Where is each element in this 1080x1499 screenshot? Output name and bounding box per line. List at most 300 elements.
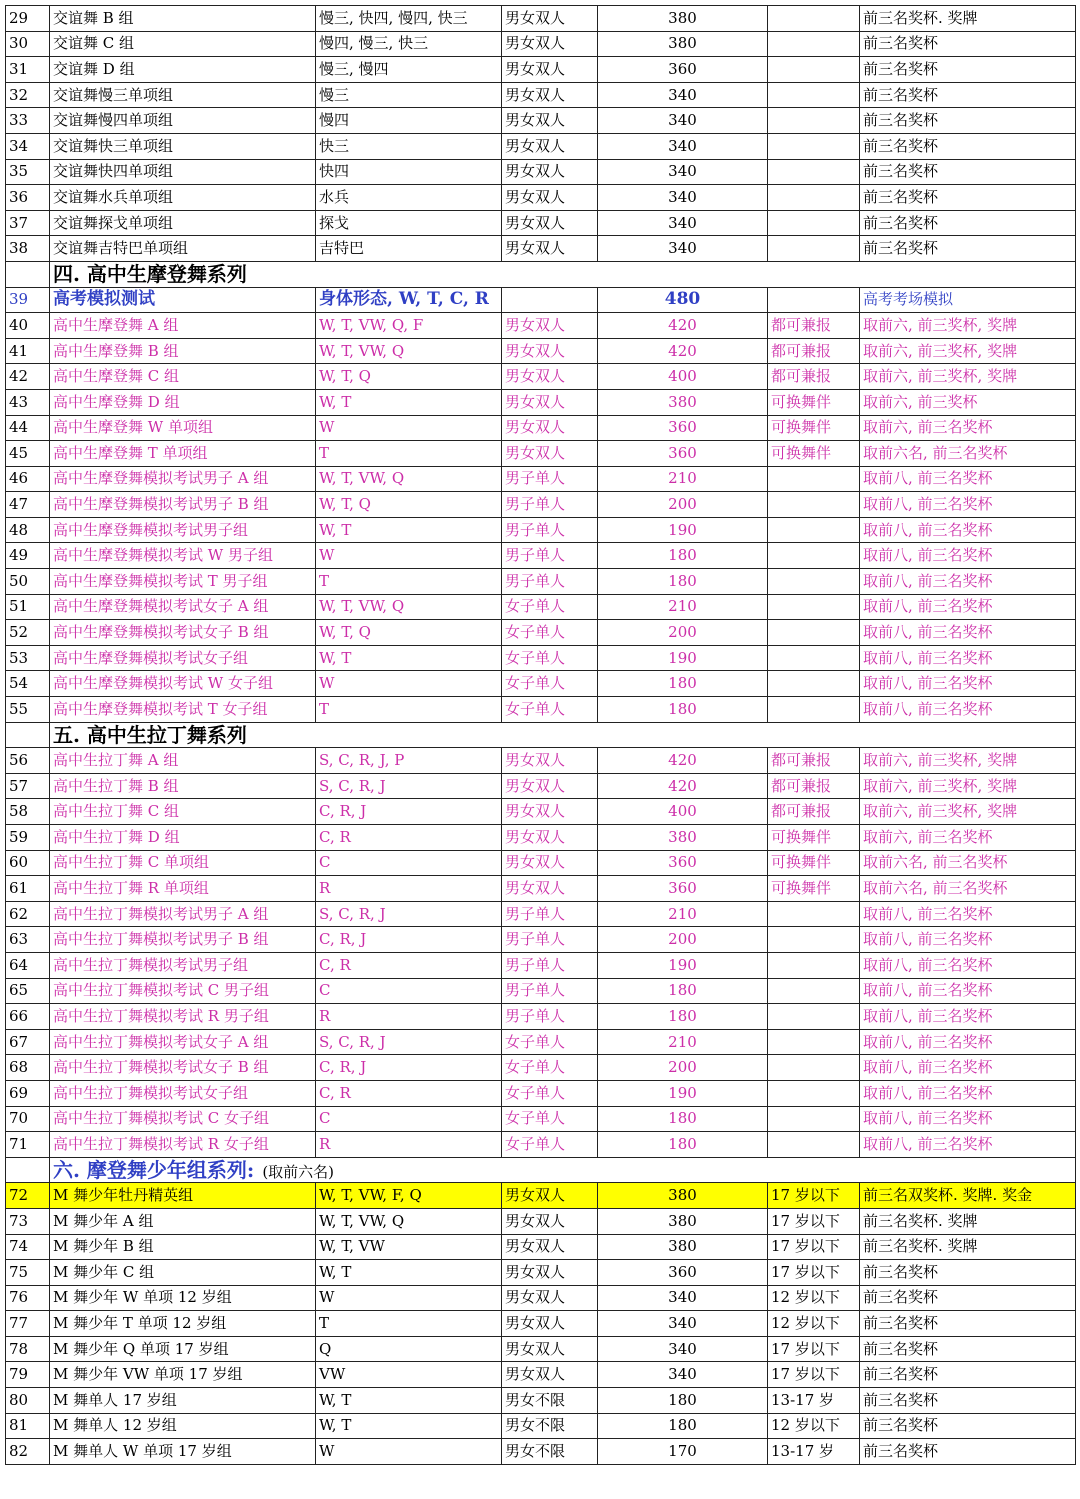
entry-condition [768, 185, 860, 211]
entry-fee: 380 [598, 1234, 768, 1260]
dance-list: T [316, 1311, 502, 1337]
entry-condition: 17 岁以下 [768, 1183, 860, 1209]
entry-condition: 可换舞伴 [768, 389, 860, 415]
dance-list: W, T, VW [316, 1234, 502, 1260]
dance-list: C, R [316, 952, 502, 978]
group-name: M 舞少年 A 组 [50, 1208, 316, 1234]
entry-fee: 380 [598, 1208, 768, 1234]
entry-fee: 180 [598, 1004, 768, 1030]
row-number: 68 [6, 1055, 50, 1081]
entry-fee: 360 [598, 850, 768, 876]
row-number: 43 [6, 389, 50, 415]
award-note: 前三名奖杯 [860, 1362, 1076, 1388]
award-note: 取前六名, 前三名奖杯 [860, 850, 1076, 876]
group-name: M 舞单人 17 岁组 [50, 1388, 316, 1414]
section-title-cell [50, 261, 1076, 287]
entry-condition: 可换舞伴 [768, 415, 860, 441]
table-row [6, 31, 1076, 57]
entry-fee: 340 [598, 1285, 768, 1311]
row-number: 50 [6, 569, 50, 595]
dance-list: W, T, VW, Q, F [316, 313, 502, 339]
award-note: 取前八, 前三名奖杯 [860, 697, 1076, 723]
entry-condition [768, 31, 860, 57]
award-note: 取前八, 前三名奖杯 [860, 645, 1076, 671]
entry-condition [768, 543, 860, 569]
group-name: 高中生拉丁舞模拟考试 R 男子组 [50, 1004, 316, 1030]
dance-list: 慢三, 快四, 慢四, 快三 [316, 6, 502, 32]
dance-list: W, T, Q [316, 364, 502, 390]
entry-fee: 420 [598, 338, 768, 364]
group-name: M 舞少年 W 单项 12 岁组 [50, 1285, 316, 1311]
award-note: 取前八, 前三名奖杯 [860, 1132, 1076, 1158]
entrant-type: 男女双人 [502, 338, 598, 364]
award-note: 前三名奖杯 [860, 57, 1076, 83]
entry-condition: 都可兼报 [768, 313, 860, 339]
row-number: 53 [6, 645, 50, 671]
dance-list: Q [316, 1336, 502, 1362]
section-title-cell [50, 722, 1076, 748]
table-row [6, 492, 1076, 518]
table-row [6, 185, 1076, 211]
award-note: 前三名奖杯 [860, 1388, 1076, 1414]
row-number: 80 [6, 1388, 50, 1414]
section-row [6, 722, 1076, 748]
row-number: 37 [6, 210, 50, 236]
table-row [6, 6, 1076, 32]
group-name: 交谊舞快三单项组 [50, 133, 316, 159]
table-row [6, 543, 1076, 569]
row-number: 59 [6, 825, 50, 851]
dance-list: W [316, 1285, 502, 1311]
entry-condition [768, 1029, 860, 1055]
row-number: 32 [6, 82, 50, 108]
row-number: 82 [6, 1439, 50, 1465]
row-number: 41 [6, 338, 50, 364]
entry-fee: 190 [598, 952, 768, 978]
row-number: 42 [6, 364, 50, 390]
table-row [6, 1260, 1076, 1286]
entry-fee: 360 [598, 415, 768, 441]
dance-list: S, C, R, J [316, 1029, 502, 1055]
entry-fee: 360 [598, 57, 768, 83]
dance-list: W, T, VW, Q [316, 594, 502, 620]
row-number: 52 [6, 620, 50, 646]
dance-list: 水兵 [316, 185, 502, 211]
entrant-type: 男女双人 [502, 773, 598, 799]
group-name: 高中生拉丁舞模拟考试女子组 [50, 1080, 316, 1106]
entry-condition: 17 岁以下 [768, 1208, 860, 1234]
dance-list: W [316, 671, 502, 697]
entry-fee: 480 [598, 287, 768, 313]
entry-condition: 17 岁以下 [768, 1336, 860, 1362]
entrant-type: 男女双人 [502, 1260, 598, 1286]
entry-fee: 200 [598, 492, 768, 518]
table-row [6, 1106, 1076, 1132]
entry-fee: 400 [598, 364, 768, 390]
dance-list: S, C, R, J, P [316, 748, 502, 774]
entry-fee: 180 [598, 1413, 768, 1439]
table-row [6, 313, 1076, 339]
dance-list: 身体形态, W, T, C, R [316, 287, 502, 313]
entrant-type: 男女双人 [502, 57, 598, 83]
dance-list: T [316, 441, 502, 467]
dance-list: W, T [316, 645, 502, 671]
entrant-type: 男女双人 [502, 1234, 598, 1260]
group-name: 交谊舞吉特巴单项组 [50, 236, 316, 262]
group-name: 高中生摩登舞 A 组 [50, 313, 316, 339]
row-number: 61 [6, 876, 50, 902]
entry-fee: 210 [598, 901, 768, 927]
award-note: 前三名奖杯. 奖牌 [860, 6, 1076, 32]
section-spacer [6, 1157, 50, 1183]
entry-condition: 都可兼报 [768, 799, 860, 825]
entry-condition [768, 492, 860, 518]
row-number: 60 [6, 850, 50, 876]
entry-fee: 210 [598, 466, 768, 492]
entry-fee: 180 [598, 1106, 768, 1132]
award-note: 取前六, 前三奖杯 [860, 389, 1076, 415]
row-number: 70 [6, 1106, 50, 1132]
award-note: 取前八, 前三名奖杯 [860, 569, 1076, 595]
row-number: 45 [6, 441, 50, 467]
entrant-type: 男女双人 [502, 364, 598, 390]
group-name: 高中生摩登舞模拟考试男子 B 组 [50, 492, 316, 518]
row-number: 30 [6, 31, 50, 57]
row-number: 35 [6, 159, 50, 185]
entry-fee: 340 [598, 1362, 768, 1388]
entrant-type: 男女双人 [502, 133, 598, 159]
award-note: 取前八, 前三名奖杯 [860, 620, 1076, 646]
group-name: 高中生摩登舞模拟考试女子组 [50, 645, 316, 671]
dance-list: 慢三 [316, 82, 502, 108]
row-number: 34 [6, 133, 50, 159]
entry-fee: 190 [598, 645, 768, 671]
table-row [6, 569, 1076, 595]
dance-list: T [316, 697, 502, 723]
section-spacer [6, 722, 50, 748]
entry-condition [768, 978, 860, 1004]
group-name: 高中生摩登舞模拟考试 W 女子组 [50, 671, 316, 697]
group-name: M 舞单人 12 岁组 [50, 1413, 316, 1439]
entrant-type: 男女双人 [502, 31, 598, 57]
table-row [6, 1183, 1076, 1209]
entrant-type: 男女双人 [502, 82, 598, 108]
row-number: 69 [6, 1080, 50, 1106]
entry-fee: 360 [598, 1260, 768, 1286]
entrant-type: 男子单人 [502, 952, 598, 978]
dance-list: W, T [316, 1260, 502, 1286]
award-note: 前三名奖杯 [860, 133, 1076, 159]
entry-condition [768, 57, 860, 83]
table-row [6, 1413, 1076, 1439]
entry-condition: 17 岁以下 [768, 1362, 860, 1388]
entry-condition [768, 927, 860, 953]
entrant-type: 男子单人 [502, 978, 598, 1004]
group-name: 高中生摩登舞 B 组 [50, 338, 316, 364]
award-note: 前三名奖杯 [860, 108, 1076, 134]
dance-list: 吉特巴 [316, 236, 502, 262]
group-name: M 舞少年 C 组 [50, 1260, 316, 1286]
entry-fee: 340 [598, 1336, 768, 1362]
entry-condition [768, 108, 860, 134]
award-note: 前三名奖杯 [860, 1311, 1076, 1337]
award-note: 前三名奖杯 [860, 1260, 1076, 1286]
section-title: 四. 高中生摩登舞系列 [53, 262, 247, 287]
award-note: 前三名奖杯 [860, 1336, 1076, 1362]
entry-fee: 420 [598, 773, 768, 799]
entrant-type: 女子单人 [502, 1055, 598, 1081]
entry-condition [768, 159, 860, 185]
entry-condition: 可换舞伴 [768, 876, 860, 902]
dance-list: C [316, 1106, 502, 1132]
entry-fee: 180 [598, 543, 768, 569]
group-name: 高中生拉丁舞模拟考试男子组 [50, 952, 316, 978]
entry-fee: 200 [598, 620, 768, 646]
award-note: 取前八, 前三名奖杯 [860, 594, 1076, 620]
entrant-type: 女子单人 [502, 1080, 598, 1106]
entry-condition [768, 1106, 860, 1132]
table-row [6, 927, 1076, 953]
group-name: 交谊舞水兵单项组 [50, 185, 316, 211]
group-name: 交谊舞探戈单项组 [50, 210, 316, 236]
row-number: 54 [6, 671, 50, 697]
entrant-type: 男女不限 [502, 1388, 598, 1414]
table-row [6, 825, 1076, 851]
table-row [6, 645, 1076, 671]
table-row [6, 1234, 1076, 1260]
dance-list: C [316, 850, 502, 876]
table-row [6, 159, 1076, 185]
table-row [6, 210, 1076, 236]
group-name: M 舞少年 B 组 [50, 1234, 316, 1260]
entry-fee: 340 [598, 159, 768, 185]
row-number: 58 [6, 799, 50, 825]
dance-list: T [316, 569, 502, 595]
award-note: 前三名奖杯 [860, 236, 1076, 262]
row-number: 39 [6, 287, 50, 313]
award-note: 取前八, 前三名奖杯 [860, 671, 1076, 697]
entrant-type: 男女双人 [502, 1336, 598, 1362]
row-number: 62 [6, 901, 50, 927]
entry-fee: 380 [598, 1183, 768, 1209]
group-name: M 舞少年 Q 单项 17 岁组 [50, 1336, 316, 1362]
group-name: M 舞少年 T 单项 12 岁组 [50, 1311, 316, 1337]
entry-fee: 180 [598, 1388, 768, 1414]
entry-condition [768, 1055, 860, 1081]
table-row [6, 952, 1076, 978]
table-row [6, 108, 1076, 134]
group-name: 高中生拉丁舞模拟考试 C 男子组 [50, 978, 316, 1004]
group-name: 高中生摩登舞模拟考试 T 男子组 [50, 569, 316, 595]
entry-fee: 360 [598, 441, 768, 467]
entry-condition: 13-17 岁 [768, 1388, 860, 1414]
entry-fee: 200 [598, 1055, 768, 1081]
dance-list: 快四 [316, 159, 502, 185]
table-row [6, 594, 1076, 620]
entrant-type: 女子单人 [502, 671, 598, 697]
group-name: 高中生摩登舞模拟考试 W 男子组 [50, 543, 316, 569]
group-name: 高中生拉丁舞 C 单项组 [50, 850, 316, 876]
group-name: M 舞少年 VW 单项 17 岁组 [50, 1362, 316, 1388]
entry-condition: 都可兼报 [768, 748, 860, 774]
table-row [6, 850, 1076, 876]
award-note: 前三名奖杯 [860, 82, 1076, 108]
entry-condition: 17 岁以下 [768, 1260, 860, 1286]
dance-list: W, T [316, 1413, 502, 1439]
entry-condition: 12 岁以下 [768, 1311, 860, 1337]
row-number: 29 [6, 6, 50, 32]
entry-condition: 12 岁以下 [768, 1285, 860, 1311]
dance-list: 快三 [316, 133, 502, 159]
entrant-type: 男女双人 [502, 876, 598, 902]
dance-list: W, T, Q [316, 492, 502, 518]
entrant-type: 男女双人 [502, 1208, 598, 1234]
entry-fee: 340 [598, 133, 768, 159]
entry-fee: 180 [598, 569, 768, 595]
entrant-type: 男女双人 [502, 748, 598, 774]
entrant-type: 男女不限 [502, 1439, 598, 1465]
entrant-type: 男女双人 [502, 1183, 598, 1209]
row-number: 36 [6, 185, 50, 211]
row-number: 49 [6, 543, 50, 569]
entry-condition [768, 901, 860, 927]
table-row [6, 1285, 1076, 1311]
entry-condition [768, 671, 860, 697]
award-note: 取前六, 前三奖杯, 奖牌 [860, 773, 1076, 799]
row-number: 77 [6, 1311, 50, 1337]
table-row [6, 389, 1076, 415]
table-row [6, 1208, 1076, 1234]
entry-condition: 可换舞伴 [768, 441, 860, 467]
entry-condition [768, 82, 860, 108]
entrant-type [502, 287, 598, 313]
table-row [6, 287, 1076, 313]
table-row [6, 415, 1076, 441]
entry-fee: 380 [598, 825, 768, 851]
row-number: 33 [6, 108, 50, 134]
section-row [6, 261, 1076, 287]
table-row [6, 1362, 1076, 1388]
entrant-type: 男子单人 [502, 569, 598, 595]
award-note: 前三名奖杯 [860, 1413, 1076, 1439]
row-number: 40 [6, 313, 50, 339]
award-note: 取前六, 前三奖杯, 奖牌 [860, 313, 1076, 339]
entry-fee: 180 [598, 697, 768, 723]
entry-fee: 340 [598, 210, 768, 236]
table-row [6, 697, 1076, 723]
group-name: 高中生拉丁舞模拟考试 R 女子组 [50, 1132, 316, 1158]
row-number: 74 [6, 1234, 50, 1260]
entrant-type: 女子单人 [502, 645, 598, 671]
dance-list: VW [316, 1362, 502, 1388]
table-row [6, 978, 1076, 1004]
entry-condition: 12 岁以下 [768, 1413, 860, 1439]
entrant-type: 女子单人 [502, 1029, 598, 1055]
row-number: 38 [6, 236, 50, 262]
entrant-type: 女子单人 [502, 1132, 598, 1158]
table-row [6, 364, 1076, 390]
entrant-type: 男子单人 [502, 466, 598, 492]
group-name: M 舞少年牡丹精英组 [50, 1183, 316, 1209]
table-row [6, 57, 1076, 83]
award-note: 取前八, 前三名奖杯 [860, 952, 1076, 978]
group-name: 高中生拉丁舞 R 单项组 [50, 876, 316, 902]
dance-list: W [316, 1439, 502, 1465]
table-row [6, 799, 1076, 825]
entry-condition: 可换舞伴 [768, 850, 860, 876]
row-number: 64 [6, 952, 50, 978]
table-row [6, 748, 1076, 774]
entry-fee: 170 [598, 1439, 768, 1465]
entrant-type: 男女双人 [502, 159, 598, 185]
table-row [6, 1311, 1076, 1337]
table-row [6, 466, 1076, 492]
row-number: 79 [6, 1362, 50, 1388]
dance-list: W, T [316, 517, 502, 543]
group-name: 高中生摩登舞模拟考试 T 女子组 [50, 697, 316, 723]
row-number: 56 [6, 748, 50, 774]
dance-list: R [316, 1004, 502, 1030]
entrant-type: 男女双人 [502, 313, 598, 339]
table-row [6, 876, 1076, 902]
entry-fee: 420 [598, 313, 768, 339]
entrant-type: 男女双人 [502, 799, 598, 825]
row-number: 73 [6, 1208, 50, 1234]
entry-condition [768, 1080, 860, 1106]
group-name: 高中生摩登舞 W 单项组 [50, 415, 316, 441]
dance-list: C, R, J [316, 1055, 502, 1081]
entrant-type: 男女双人 [502, 441, 598, 467]
table-row [6, 1080, 1076, 1106]
table-row [6, 517, 1076, 543]
table-row [6, 441, 1076, 467]
award-note: 前三名奖杯 [860, 185, 1076, 211]
entry-condition [768, 952, 860, 978]
dance-list: C, R [316, 825, 502, 851]
entrant-type: 男女双人 [502, 210, 598, 236]
entrant-type: 男女双人 [502, 236, 598, 262]
award-note: 前三名奖杯 [860, 159, 1076, 185]
entry-condition [768, 594, 860, 620]
entry-condition [768, 466, 860, 492]
group-name: 高中生摩登舞模拟考试男子组 [50, 517, 316, 543]
entry-condition [768, 620, 860, 646]
entry-condition [768, 1004, 860, 1030]
row-number: 47 [6, 492, 50, 518]
dance-list: W, T [316, 1388, 502, 1414]
award-note: 前三名奖杯 [860, 1285, 1076, 1311]
dance-list: R [316, 1132, 502, 1158]
row-number: 67 [6, 1029, 50, 1055]
section-spacer [6, 261, 50, 287]
dance-list: W, T, VW, Q [316, 338, 502, 364]
entry-condition [768, 1132, 860, 1158]
dance-list: 探戈 [316, 210, 502, 236]
entrant-type: 男子单人 [502, 517, 598, 543]
award-note: 取前八, 前三名奖杯 [860, 1055, 1076, 1081]
entry-fee: 180 [598, 671, 768, 697]
dance-list: W [316, 415, 502, 441]
award-note: 取前八, 前三名奖杯 [860, 978, 1076, 1004]
dance-list: C, R, J [316, 927, 502, 953]
entry-condition [768, 517, 860, 543]
award-note: 取前六, 前三名奖杯 [860, 825, 1076, 851]
table-row [6, 1388, 1076, 1414]
row-number: 63 [6, 927, 50, 953]
row-number: 66 [6, 1004, 50, 1030]
award-note: 取前八, 前三名奖杯 [860, 517, 1076, 543]
entrant-type: 男女双人 [502, 185, 598, 211]
